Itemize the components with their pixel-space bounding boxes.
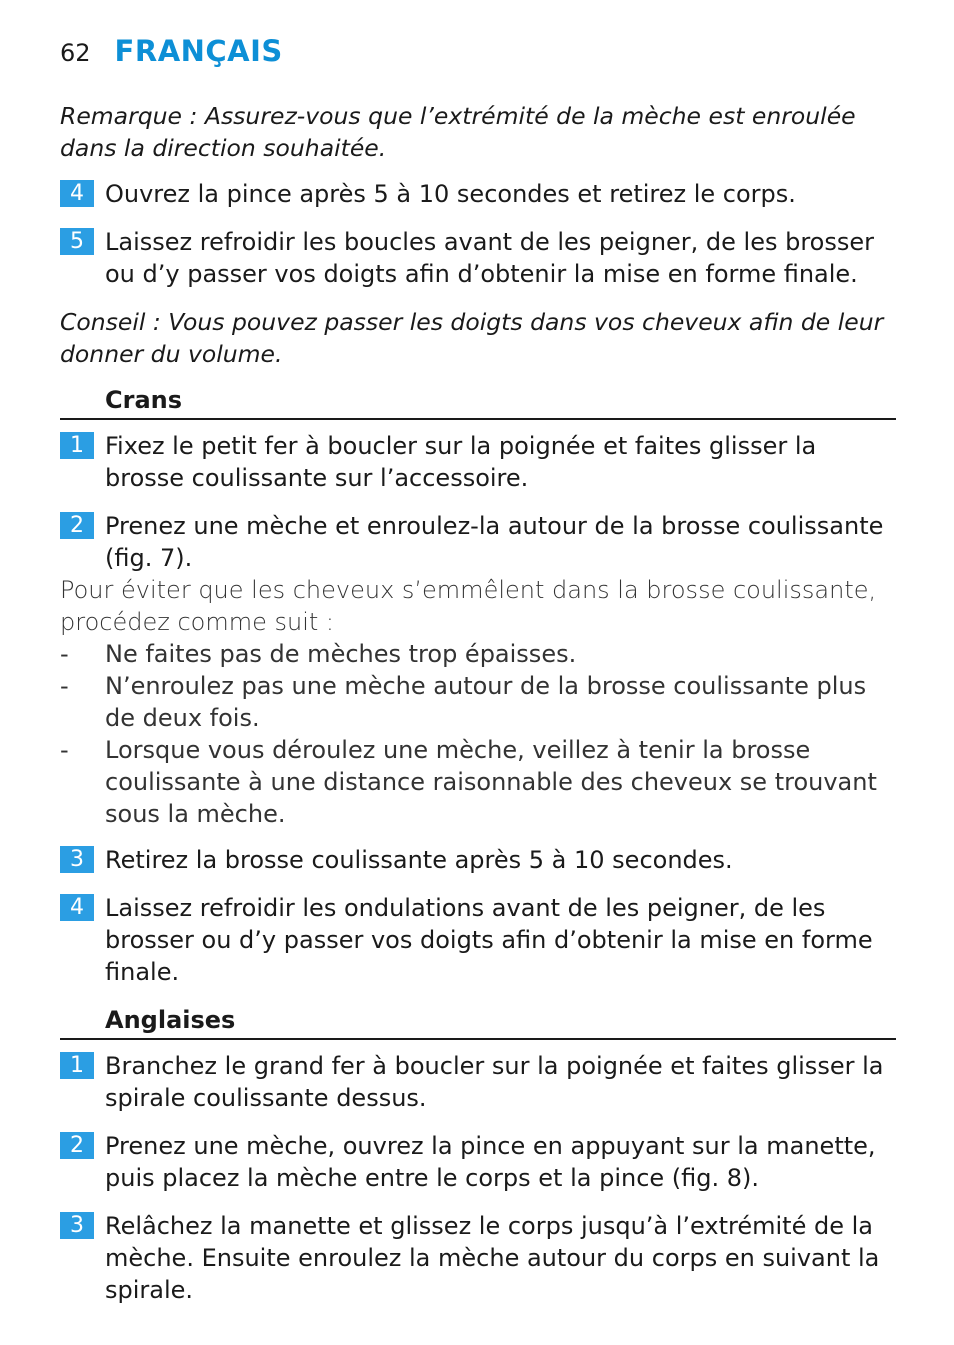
- step-number-badge: 2: [60, 512, 94, 539]
- step-item: [60, 1210, 896, 1306]
- step-text: Prenez une mèche, ouvrez la pince en appuyant sur la manette, puis placez la mèche entre le corps et la pince (fig. 8).: [105, 1132, 876, 1192]
- step-text: Laissez refroidir les ondulations avant de les peigner, de les brosser ou d’y passer vos doigts afin d’obtenir la mise en forme finale.: [105, 894, 873, 986]
- step-item: [60, 844, 896, 876]
- language-heading: FRANÇAIS: [114, 34, 283, 68]
- dash-bullet: -: [60, 672, 69, 700]
- step-text: Relâchez la manette et glissez le corps jusqu’à l’extrémité de la mèche. Ensuite enroulez la mèche autour du corps en suivant la spirale.: [105, 1212, 880, 1304]
- section-title-crans: Crans: [60, 384, 896, 420]
- note-conseil: Conseil : Vous pouvez passer les doigts dans vos cheveux afin de leur donner du volume.: [60, 308, 884, 368]
- step-text: Laissez refroidir les boucles avant de les peigner, de les brosser ou d’y passer vos doigts afin d’obtenir la mise en forme finale.: [105, 228, 875, 288]
- list-item-text: N’enroulez pas une mèche autour de la brosse coulissante plus de deux fois.: [105, 672, 867, 732]
- list-item: [60, 734, 896, 830]
- step-text: Prenez une mèche et enroulez-la autour de la brosse coulissante (fig. 7).: [105, 512, 884, 572]
- dash-bullet: -: [60, 640, 69, 668]
- page-number: 62: [60, 39, 91, 67]
- step-number-badge: 2: [60, 1132, 94, 1159]
- step-text: Branchez le grand fer à boucler sur la poignée et faites glisser la spirale coulissante dessus.: [105, 1052, 884, 1112]
- step-number-badge: 3: [60, 1212, 94, 1239]
- step-number-badge: 1: [60, 1052, 94, 1079]
- step-item: [60, 178, 896, 210]
- instruction-intro: Pour éviter que les cheveux s’emmêlent dans la brosse coulissante, procédez comme suit :: [60, 576, 877, 636]
- step-number-badge: 4: [60, 180, 94, 207]
- dash-bullet: -: [60, 736, 69, 764]
- step-text: Fixez le petit fer à boucler sur la poignée et faites glisser la brosse coulissante sur l’accessoire.: [105, 432, 817, 492]
- step-item: [60, 1050, 896, 1114]
- step-item: [60, 1130, 896, 1194]
- step-number-badge: 4: [60, 894, 94, 921]
- step-item: [60, 510, 896, 574]
- list-item-text: Lorsque vous déroulez une mèche, veillez à tenir la brosse coulissante à une distance raisonnable des cheveux se trouvant sous la mèche.: [105, 736, 877, 828]
- step-item: [60, 892, 896, 988]
- step-number-badge: 3: [60, 846, 94, 873]
- step-number-badge: 5: [60, 228, 94, 255]
- list-item: [60, 670, 896, 734]
- note-remarque: Remarque : Assurez-vous que l’extrémité de la mèche est enroulée dans la direction souhaitée.: [60, 102, 856, 162]
- list-item: [60, 638, 896, 670]
- step-item: [60, 430, 896, 494]
- step-text: Retirez la brosse coulissante après 5 à 10 secondes.: [105, 846, 733, 874]
- page-content: [60, 100, 896, 1322]
- list-item-text: Ne faites pas de mèches trop épaisses.: [105, 640, 577, 668]
- step-number-badge: 1: [60, 432, 94, 459]
- step-item: [60, 226, 896, 290]
- section-title-anglaises: Anglaises: [60, 1004, 896, 1040]
- page-header: [60, 34, 283, 74]
- step-text: Ouvrez la pince après 5 à 10 secondes et retirez le corps.: [105, 180, 796, 208]
